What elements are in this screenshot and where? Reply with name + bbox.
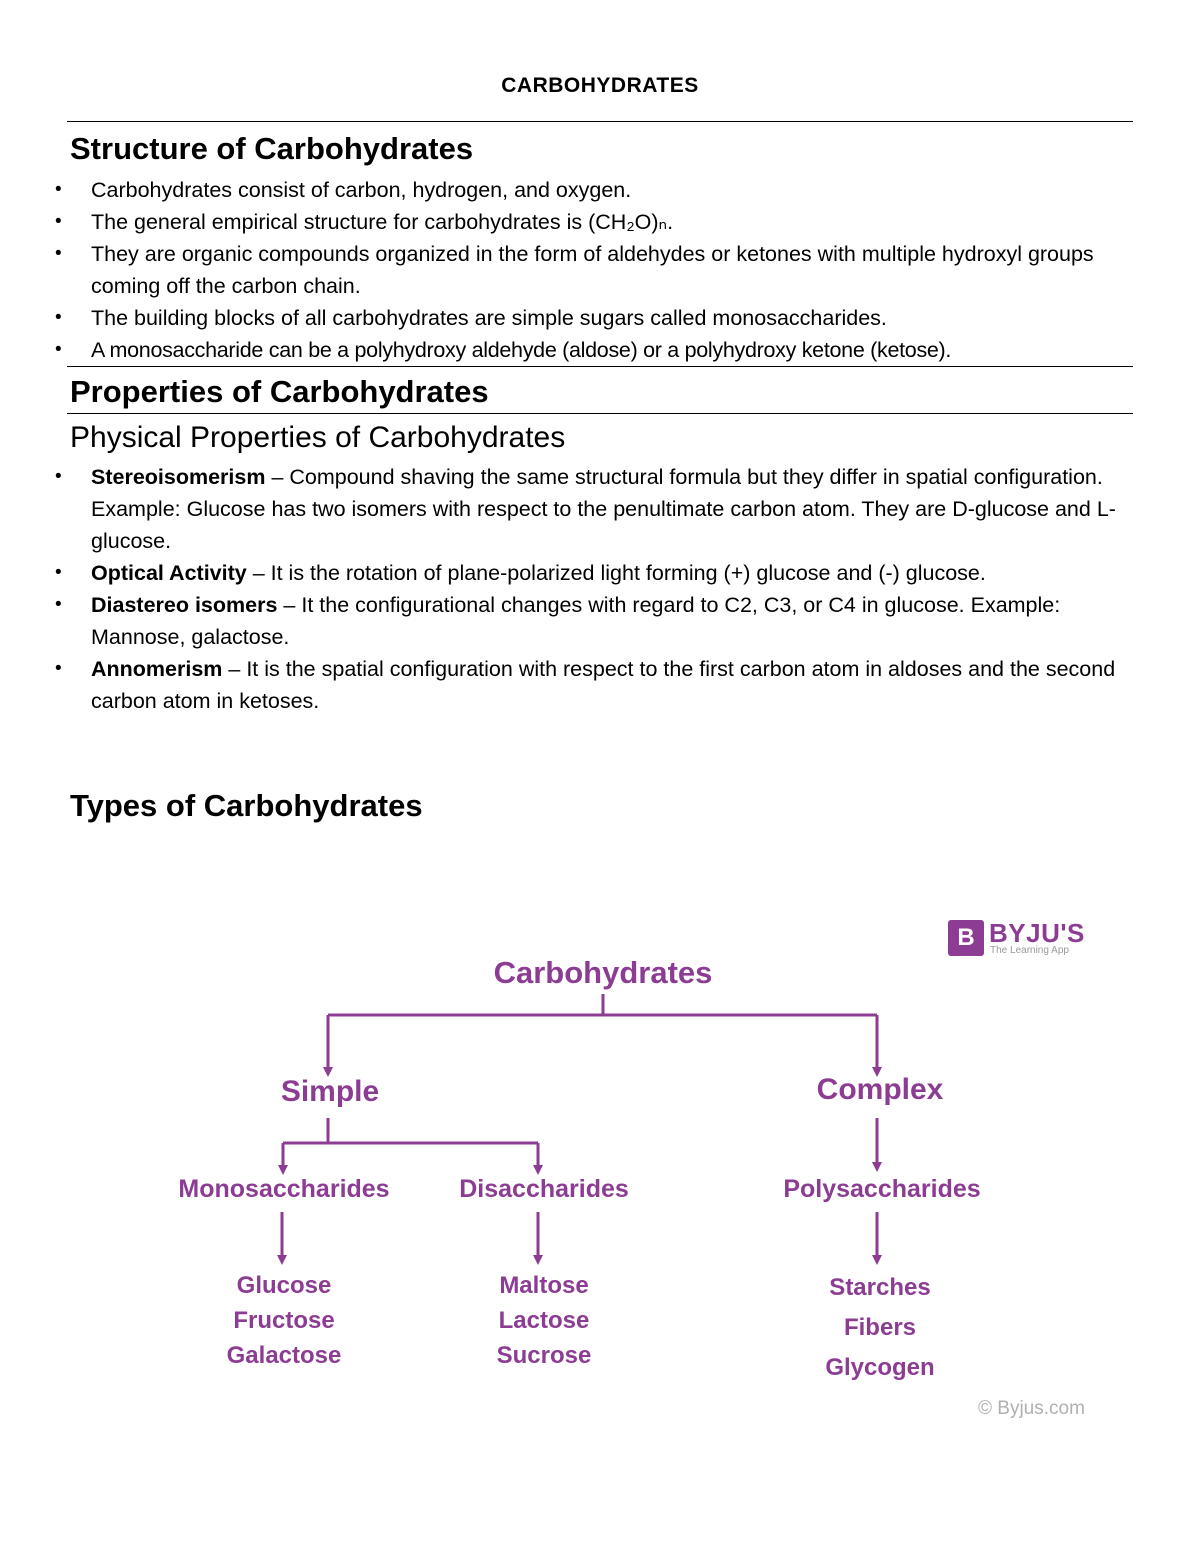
- example-sucrose: Sucrose: [496, 1342, 592, 1369]
- monosaccharides-node: Monosaccharides: [178, 1175, 390, 1203]
- term: Diastereo isomers: [91, 593, 278, 617]
- physical-properties-subheading: Physical Properties of Carbohydrates: [70, 421, 566, 454]
- example-galactose: Galactose: [226, 1342, 342, 1369]
- logo-text: BYJU'S: [989, 918, 1085, 948]
- term: Optical Activity: [91, 561, 247, 585]
- di-examples: [497, 1268, 592, 1373]
- list-item: • They are organic compounds organized in the form of aldehydes or ketones with multiple hydroxyl groups coming off the carbon chain.: [55, 238, 1145, 302]
- list-item: • Carbohydrates consist of carbon, hydrogen, and oxygen.: [55, 174, 1145, 206]
- term: Stereoisomerism: [91, 465, 266, 489]
- list-item: • A monosaccharide can be a polyhydroxy aldehyde (aldose) or a polyhydroxy ketone (ketose).: [55, 334, 1145, 366]
- definition: – It the configurational changes with regard to C2, C3, or C4 in glucose. Example: Mannose, galactose.: [91, 593, 1061, 649]
- example-glucose: Glucose: [236, 1272, 332, 1299]
- list-item: • The building blocks of all carbohydrates are simple sugars called monosaccharides.: [55, 302, 1145, 334]
- disaccharides-node: Disaccharides: [459, 1175, 629, 1203]
- example-maltose: Maltose: [499, 1272, 589, 1299]
- structure-heading: Structure of Carbohydrates: [70, 131, 474, 166]
- types-heading: Types of Carbohydrates: [70, 788, 423, 823]
- example-fibers: Fibers: [843, 1314, 917, 1341]
- definition: – It is the spatial configuration with respect to the first carbon atom in aldoses and the second carbon atom in ketoses.: [91, 657, 1116, 713]
- list-item: • The general empirical structure for carbohydrates is (CH₂O)ₙ.: [55, 206, 1145, 238]
- poly-examples: [825, 1268, 934, 1388]
- definition: – It is the rotation of plane-polarized light forming (+) glucose and (-) glucose.: [246, 561, 986, 585]
- image-credit: © Byjus.com: [978, 1398, 1085, 1419]
- example-starches: Starches: [829, 1274, 931, 1301]
- mono-examples: [227, 1268, 342, 1373]
- definition: – Compound shaving the same structural formula but they differ in spatial configuration. Example: Glucose has two isomers with respect to the penultimate carbon atom. They are D-glucose and L-glucose.: [91, 465, 1116, 553]
- properties-heading: Properties of Carbohydrates: [70, 374, 489, 409]
- polysaccharides-node: Polysaccharides: [783, 1175, 981, 1203]
- logo-mark: B: [948, 920, 984, 956]
- complex-node: Complex: [816, 1073, 944, 1106]
- document-title: CARBOHYDRATES: [501, 74, 699, 97]
- logo-tagline: The Learning App: [990, 945, 1069, 956]
- term: Annomerism: [91, 657, 223, 681]
- example-fructose: Fructose: [233, 1307, 335, 1334]
- example-lactose: Lactose: [498, 1307, 590, 1334]
- example-glycogen: Glycogen: [825, 1354, 935, 1381]
- simple-node: Simple: [280, 1075, 380, 1108]
- carbohydrates-node: Carbohydrates: [493, 955, 713, 990]
